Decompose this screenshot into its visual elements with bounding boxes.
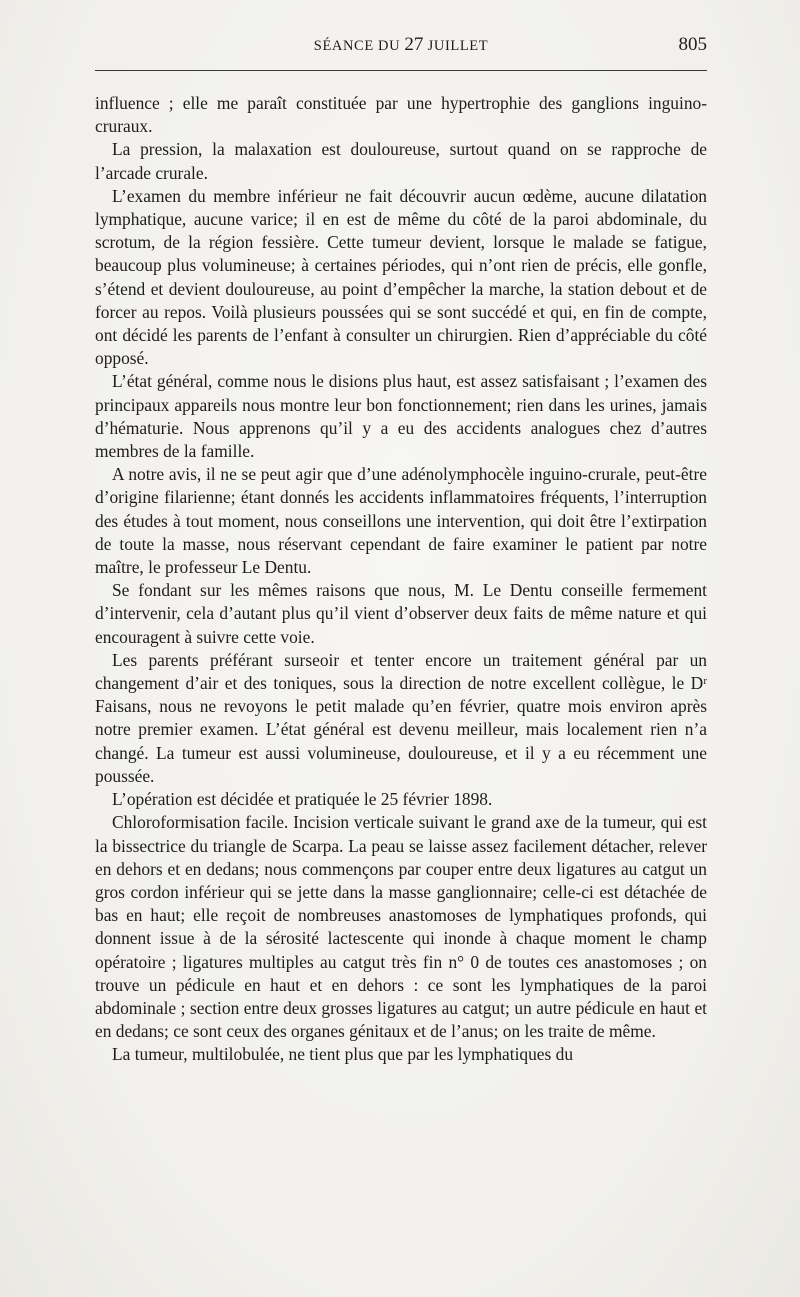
paragraph-1: influence ; elle me paraît constituée par une hypertrophie des ganglions inguino-cruraux. — [95, 93, 707, 137]
paragraph-6: Se fondant sur les mêmes raisons que nous, M. Le Dentu conseille fermement d’intervenir, cela d’autant plus qu’il vient d’observer deux faits de même nature et qui encouragent à suivre cette voie. — [95, 580, 707, 647]
paragraph-9: Chloroformisation facile. Incision verticale suivant le grand axe de la tumeur, qui est la bissectrice du triangle de Scarpa. La peau se laisse assez facilement détacher, relever en dehors et en dedans; nous commençons par couper entre deux ligatures au catgut un gros cordon inférieur qui se jette dans la masse ganglionnaire; celle-ci est détachée de bas en haut; elle reçoit de nombreuses anastomoses de lymphatiques profonds, qui donnent issue à de la sérosité lactescente qui inonde à chaque moment le champ opératoire ; ligatures multiples au catgut très fin n° 0 de toutes ces anastomoses ; on trouve un pédicule en haut et en dehors : ce sont les lymphatiques de la paroi abdominale ; section entre deux grosses ligatures au catgut; un autre pédicule en haut et en dedans; ce sont ceux des organes génitaux et de l’anus; on les traite de même. — [95, 812, 707, 1042]
running-head-post: JUILLET — [427, 38, 489, 54]
paragraph-4: L’état général, comme nous le disions plus haut, est assez satisfaisant ; l’examen des principaux appareils nous montre leur bon fonctionnement; rien dans les urines, jamais d’hématurie. Nous apprenons qu’il y a eu des accidents analogues chez d’autres membres de la famille. — [95, 371, 707, 462]
paragraph-7: Les parents préférant surseoir et tenter encore un traitement général par un changement d’air et des toniques, sous la direction de notre excellent collègue, le Dʳ Faisans, nous ne revoyons le petit malade qu’en février, quatre mois environ après notre premier examen. L’état général est devenu meilleur, mais localement rien n’a changé. La tumeur est aussi volumineuse, douloureuse, et il y a eu récemment une poussée. — [95, 649, 707, 786]
running-head — [95, 34, 707, 57]
page-number: 805 — [678, 34, 707, 55]
running-head-day: 27 — [404, 34, 424, 55]
paragraph-3: L’examen du membre inférieur ne fait découvrir aucun œdème, aucune dilatation lymphatique, aucune varice; il en est de même du côté de la paroi abdominale, du scrotum, de la région fessière. Cette tumeur devient, lorsque le malade se fatigue, beaucoup plus volumineuse; à certaines périodes, qui n’ont rien de précis, elle gonfle, s’étend et devient douloureuse, au point d’empêcher la marche, la station debout et de forcer au repos. Voilà plusieurs poussées qui se sont succédé et qui, en fin de compte, ont décidé les parents de l’enfant à consulter un chirurgien. Rien d’appréciable du côté opposé. — [95, 185, 707, 369]
header-rule — [95, 70, 707, 71]
page-header — [95, 34, 707, 60]
running-head-pre: SÉANCE DU — [313, 38, 401, 54]
paragraph-8: L’opération est décidée et pratiquée le 25 février 1898. — [112, 789, 493, 810]
body-text — [95, 92, 707, 1067]
paragraph-10: La tumeur, multilobulée, ne tient plus que par les lymphatiques du — [112, 1044, 574, 1065]
paragraph-2: La pression, la malaxation est douloureuse, surtout quand on se rapproche de l’arcade crurale. — [95, 139, 707, 183]
paragraph-5: A notre avis, il ne se peut agir que d’une adénolymphocèle inguino-crurale, peut-être d’origine filarienne; étant donnés les accidents inflammatoires fréquents, l’interruption des études à tout moment, nous conseillons une intervention, qui doit être l’extirpation de toute la masse, nous réservant cependant de faire examiner le patient par notre maître, le professeur Le Dentu. — [95, 464, 707, 578]
